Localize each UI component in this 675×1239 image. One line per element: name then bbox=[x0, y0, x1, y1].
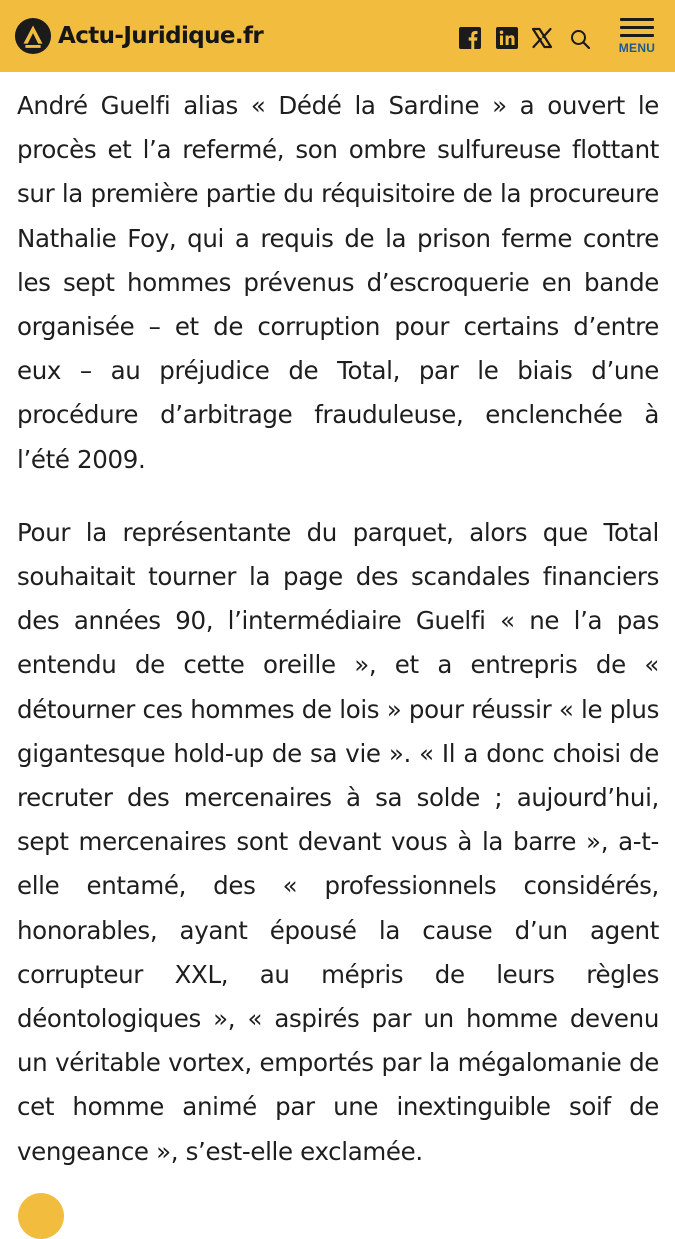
article-paragraph: Pour la représentante du parquet, alors que Total souhaitait tourner la page des scandales financiers des années 90, l’intermédiaire Guelfi « ne l’a pas entendu de cette oreille », et a entrepris de « détourner ces hommes de lois » pour réussir « le plus gigantesque hold-up de sa vie ». « Il a donc choisi de recruter des mercenaires à sa solde ; aujourd’hui, sept mercenaires sont devant vous à la barre », a-t-elle entamé, des « professionnels considérés, honorables, ayant épousé la cause d’un agent corrupteur XXL, au mépris de leurs règles déontologiques », « aspirés par un homme devenu un véritable vortex, emportés par la mégalomanie de cet homme animé par une inextinguible soif de vengeance », s’est-elle exclamée. bbox=[17, 517, 659, 1166]
menu-label: MENU bbox=[618, 41, 656, 55]
x-icon[interactable] bbox=[531, 27, 553, 49]
site-logo[interactable] bbox=[14, 16, 263, 56]
logo-mark-icon bbox=[14, 17, 52, 55]
linkedin-icon[interactable] bbox=[496, 27, 518, 49]
menu-button[interactable] bbox=[615, 16, 659, 60]
search-icon[interactable] bbox=[570, 29, 591, 50]
article-paragraph: André Guelfi alias « Dédé la Sardine » a ouvert le procès et l’a refermé, son ombre sulfureuse flottant sur la première partie du réquisitoire de la procureure Nathalie Foy, qui a requis de la prison ferme contre les sept hommes prévenus d’escroquerie en bande organisée – et de corruption pour certains d’entre eux – au préjudice de Total, par le biais d’une procédure d’arbitrage frauduleuse, enclenchée à l’été 2009. bbox=[17, 91, 659, 474]
facebook-icon[interactable] bbox=[459, 27, 481, 49]
site-header bbox=[0, 0, 675, 72]
logo-text: Actu-Juridique.fr bbox=[58, 23, 264, 49]
article-body bbox=[17, 84, 659, 1203]
